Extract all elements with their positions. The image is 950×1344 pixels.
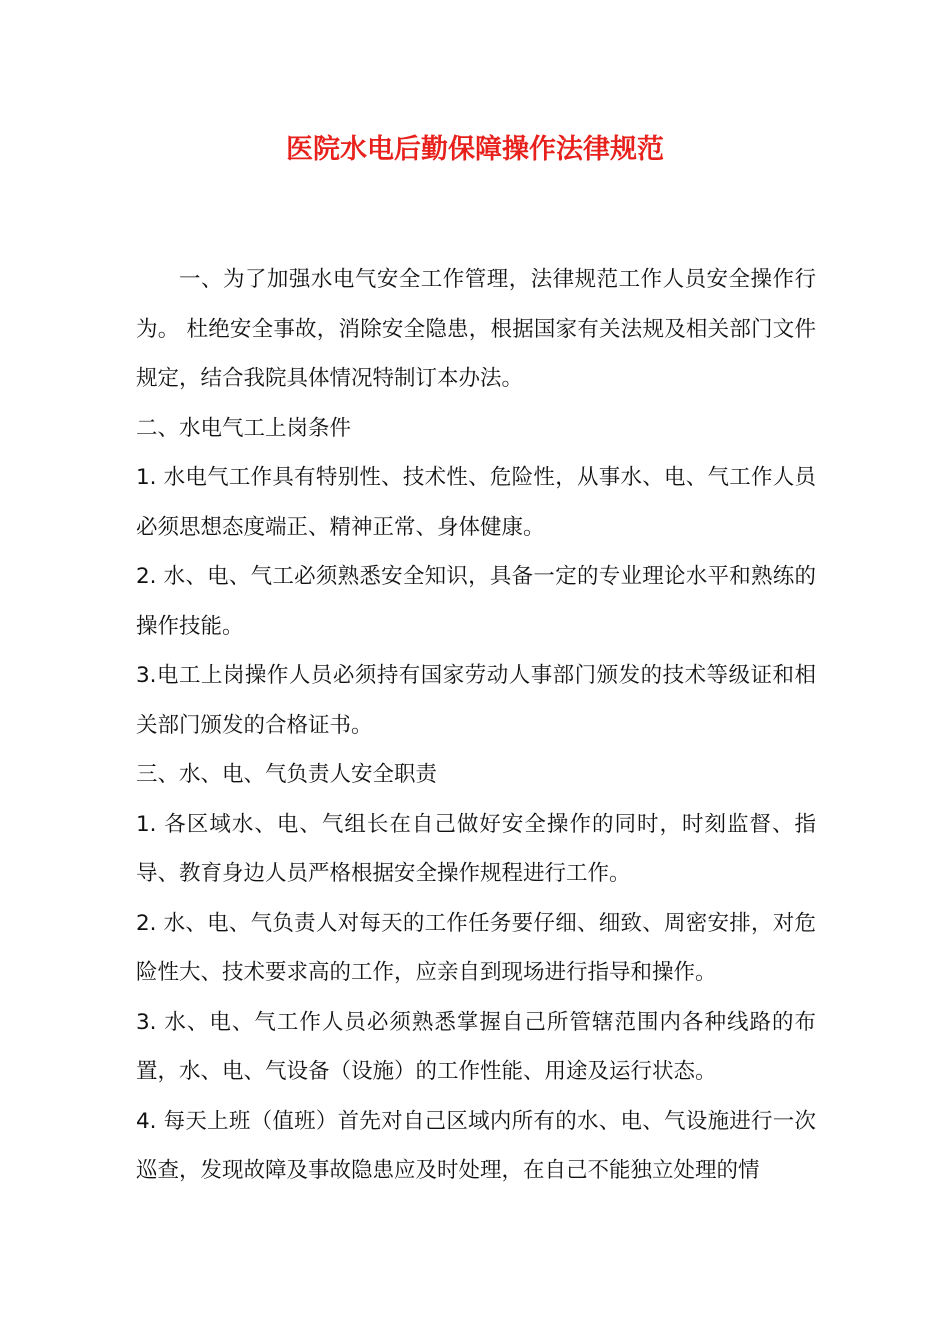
- paragraph-responsibility-3: 3. 水、电、气工作人员必须熟悉掌握自己所管辖范围内各种线路的布置，水、电、气设备（设施）的工作性能、用途及运行状态。: [136, 1009, 816, 1084]
- paragraph-qualification-2: 2. 水、电、气工必须熟悉安全知识，具备一定的专业理论水平和熟练的操作技能。: [136, 564, 816, 639]
- section-heading-qualifications: 二、水电气工上岗条件: [136, 415, 352, 441]
- paragraph-purpose: 一、为了加强水电气安全工作管理，法律规范工作人员安全操作行为。 杜绝安全事故，消除安全隐患，根据国家有关法规及相关部门文件规定，结合我院具体情况特制订本办法。: [136, 267, 816, 391]
- document-title: 医院水电后勤保障操作法律规范: [286, 134, 664, 165]
- paragraph-qualification-3: 3.电工上岗操作人员必须持有国家劳动人事部门颁发的技术等级证和相关部门颁发的合格证书。: [136, 663, 816, 738]
- section-heading-responsibilities: 三、水、电、气负责人安全职责: [136, 762, 438, 787]
- document-body: [136, 255, 816, 1196]
- paragraph-responsibility-1: 1. 各区域水、电、气组长在自己做好安全操作的同时，时刻监督、指导、教育身边人员严格根据安全操作规程进行工作。: [136, 811, 816, 886]
- paragraph-responsibility-4: 4. 每天上班（值班）首先对自己区域内所有的水、电、气设施进行一次巡查，发现故障及事故隐患应及时处理，在自己不能独立处理的情: [136, 1108, 816, 1183]
- paragraph-responsibility-2: 2. 水、电、气负责人对每天的工作任务要仔细、细致、周密安排，对危险性大、技术要求高的工作，应亲自到现场进行指导和操作。: [136, 910, 816, 985]
- paragraph-qualification-1: 1. 水电气工作具有特别性、技术性、危险性，从事水、电、气工作人员必须思想态度端正、精神正常、身体健康。: [136, 465, 816, 540]
